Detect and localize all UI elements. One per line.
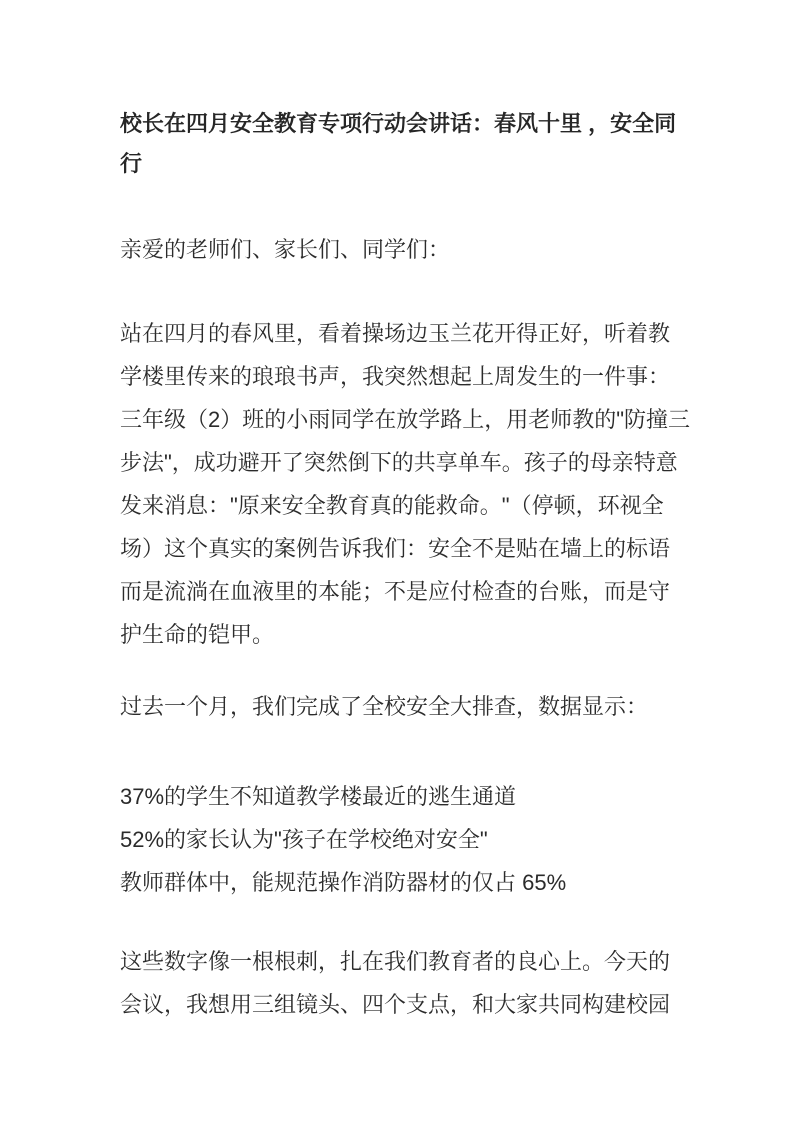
- text-line: 教师群体中，能规范操作消防器材的仅占 65%: [120, 870, 567, 895]
- text-line: 过去一个月，我们完成了全校安全大排查，数据显示：: [120, 694, 649, 719]
- document-title: [120, 0, 696, 184]
- text-line: 37%的学生不知道教学楼最近的逃生通道: [120, 784, 517, 809]
- text-line: 行: [120, 151, 143, 176]
- text-line: 发来消息："原来安全教育真的能救命。"（停顿，环视全: [120, 493, 664, 518]
- text-line: 亲爱的老师们、家长们、同学们：: [120, 237, 451, 262]
- survey-stat-lines: [120, 775, 696, 904]
- paragraph-closing: [120, 940, 696, 1026]
- greeting: [120, 228, 696, 271]
- paragraph-survey-intro: [120, 685, 696, 728]
- text-line: 校长在四月安全教育专项行动会讲话：春风十里 ，安全同: [120, 111, 677, 136]
- text-line: 三年级（2）班的小雨同学在放学路上，用老师教的"防撞三: [120, 407, 691, 432]
- text-line: 这些数字像一根根刺，扎在我们教育者的良心上。今天的: [120, 949, 671, 974]
- text-line: 52%的家长认为"孩子在学校绝对安全": [120, 827, 488, 852]
- text-line: 而是流淌在血液里的本能；不是应付检查的台账，而是守: [120, 579, 671, 604]
- paragraph-opening-story: [120, 312, 696, 656]
- text-line: 站在四月的春风里，看着操场边玉兰花开得正好，听着教: [120, 321, 671, 346]
- text-line: 会议，我想用三组镜头、四个支点，和大家共同构建校园: [120, 992, 671, 1017]
- text-line: 步法"，成功避开了突然倒下的共享单车。孩子的母亲特意: [120, 450, 678, 475]
- text-line: 学楼里传来的琅琅书声，我突然想起上周发生的一件事：: [120, 364, 671, 389]
- text-line: 护生命的铠甲。: [120, 622, 275, 647]
- text-line: 场）这个真实的案例告诉我们：安全不是贴在墙上的标语: [120, 536, 671, 561]
